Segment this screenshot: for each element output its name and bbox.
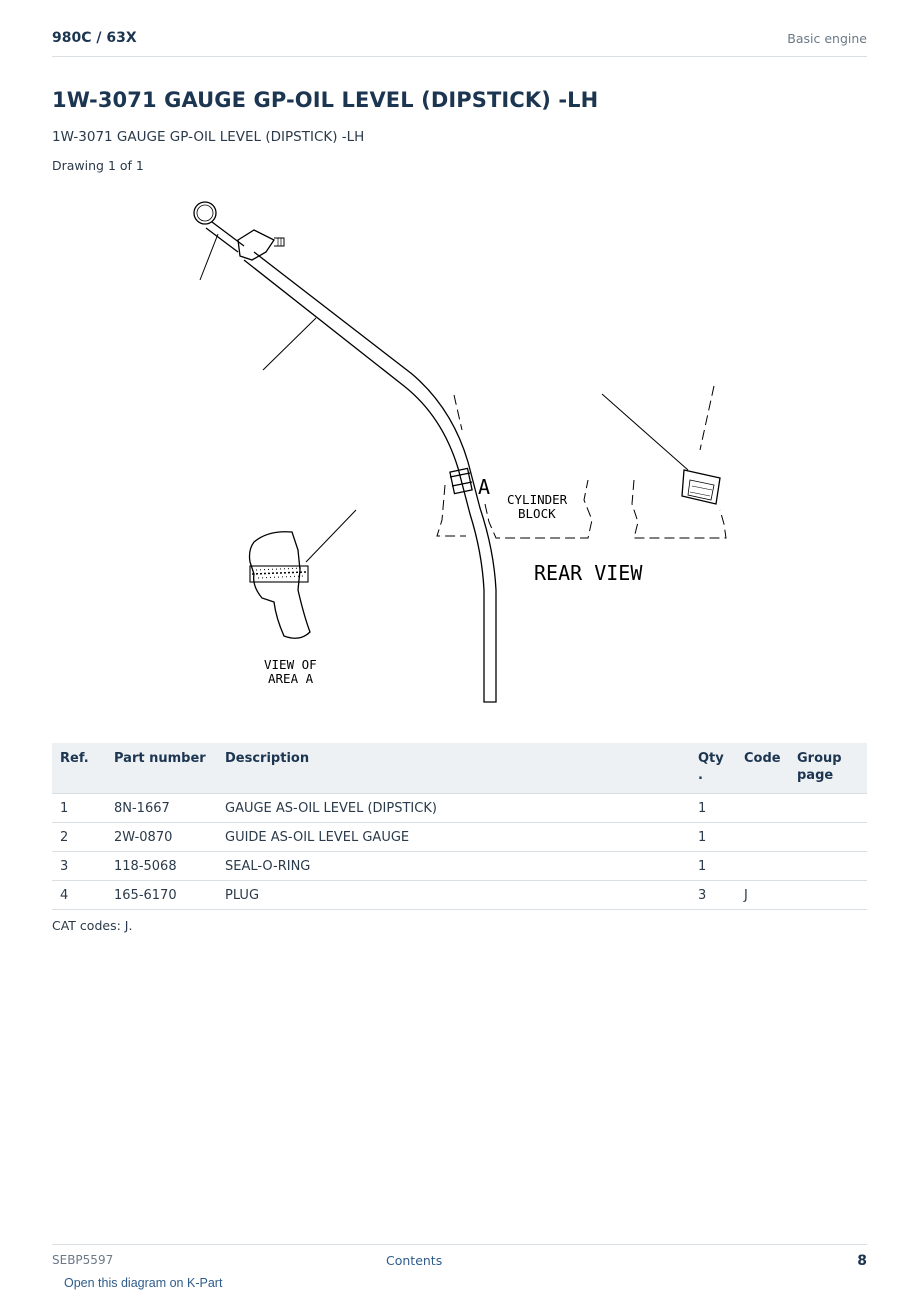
- cell-description: PLUG: [217, 881, 690, 910]
- cell-part-number: 8N-1667: [106, 794, 217, 823]
- col-qty: Qty .: [698, 751, 724, 783]
- cat-codes-note: CAT codes: J.: [52, 918, 133, 933]
- cell-ref: 1: [52, 794, 106, 823]
- page-subtitle: 1W-3071 GAUGE GP-OIL LEVEL (DIPSTICK) -LH: [52, 129, 365, 145]
- cell-code: [736, 823, 789, 852]
- col-ref: Ref.: [60, 751, 89, 766]
- cell-code: [736, 852, 789, 881]
- cell-group-page: [789, 881, 867, 910]
- table-row: [52, 881, 867, 910]
- plug-detail: [682, 470, 720, 504]
- table-header-row: [52, 743, 867, 794]
- cell-ref: 3: [52, 852, 106, 881]
- area-a-detail: [250, 532, 311, 639]
- col-group-page: Group page: [797, 751, 842, 783]
- cell-part-number: 2W-0870: [106, 823, 217, 852]
- cylinder-block-label: CYLINDER: [507, 492, 568, 507]
- parts-diagram: [180, 190, 740, 710]
- cell-qty: 1: [690, 823, 736, 852]
- col-description: Description: [225, 751, 310, 766]
- col-code: Code: [744, 751, 781, 766]
- cell-group-page: [789, 823, 867, 852]
- col-part-number: Part number: [114, 751, 206, 766]
- area-marker-label: A: [478, 475, 491, 499]
- cell-qty: 3: [690, 881, 736, 910]
- cell-description: SEAL-O-RING: [217, 852, 690, 881]
- page-footer: [52, 1244, 867, 1275]
- cell-part-number: 118-5068: [106, 852, 217, 881]
- cell-group-page: [789, 852, 867, 881]
- drawing-count: Drawing 1 of 1: [52, 158, 144, 173]
- kpart-link[interactable]: Open this diagram on K-Part: [64, 1276, 223, 1290]
- guide-tube: [244, 252, 496, 702]
- cell-ref: 4: [52, 881, 106, 910]
- cell-group-page: [789, 794, 867, 823]
- cell-code: J: [736, 881, 789, 910]
- table-row: [52, 852, 867, 881]
- table-row: [52, 794, 867, 823]
- cell-description: GUIDE AS-OIL LEVEL GAUGE: [217, 823, 690, 852]
- contents-link[interactable]: Contents: [386, 1253, 443, 1268]
- machine-model: 980C / 63X: [52, 30, 137, 46]
- cell-qty: 1: [690, 852, 736, 881]
- cell-part-number: 165-6170: [106, 881, 217, 910]
- table-row: [52, 823, 867, 852]
- parts-table: [52, 743, 867, 910]
- diagram-drawing: [180, 190, 740, 710]
- cell-description: GAUGE AS-OIL LEVEL (DIPSTICK): [217, 794, 690, 823]
- rear-view-label: REAR VIEW: [534, 561, 643, 585]
- page-number: 8: [857, 1253, 867, 1269]
- document-number: SEBP5597: [52, 1253, 114, 1267]
- view-of-area-label: VIEW OF: [264, 657, 317, 672]
- cylinder-block-label-2: BLOCK: [518, 506, 556, 521]
- cell-code: [736, 794, 789, 823]
- cell-qty: 1: [690, 794, 736, 823]
- section-name: Basic engine: [787, 31, 867, 46]
- cell-ref: 2: [52, 823, 106, 852]
- page-header: [52, 28, 867, 57]
- page-title: 1W-3071 GAUGE GP-OIL LEVEL (DIPSTICK) -LH: [52, 88, 599, 112]
- view-of-area-label-2: AREA A: [268, 671, 314, 686]
